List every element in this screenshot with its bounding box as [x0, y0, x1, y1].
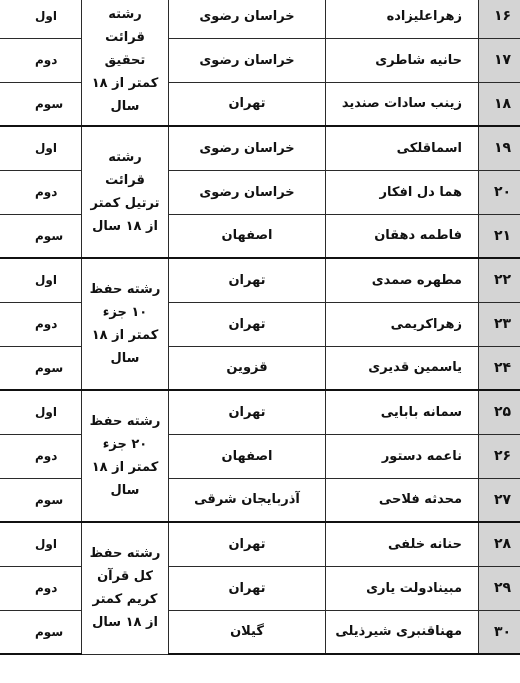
table-row[interactable] [0, 0, 520, 38]
table-row[interactable] [0, 170, 520, 214]
province-cell[interactable]: اصفهان [169, 214, 326, 258]
name-cell[interactable]: سمانه بابایی [326, 390, 479, 434]
table-row[interactable] [0, 478, 520, 522]
name-cell[interactable]: ناعمه دستور [326, 434, 479, 478]
rank-cell[interactable]: دوم [0, 170, 82, 214]
rank-cell[interactable]: دوم [0, 38, 82, 82]
name-cell[interactable]: مطهره صمدی [326, 258, 479, 302]
province-cell[interactable]: تهران [169, 302, 326, 346]
row-number-cell[interactable]: ۱۷ [479, 38, 520, 82]
name-cell[interactable]: اسماقلکی [326, 126, 479, 170]
name-cell[interactable]: هما دل افکار [326, 170, 479, 214]
table-row[interactable] [0, 346, 520, 390]
row-number-cell[interactable]: ۲۸ [479, 522, 520, 566]
province-cell[interactable]: گیلان [169, 610, 326, 654]
table-row[interactable] [0, 82, 520, 126]
table-row[interactable] [0, 302, 520, 346]
row-number-cell[interactable]: ۲۷ [479, 478, 520, 522]
rank-cell[interactable]: سوم [0, 478, 82, 522]
row-number-cell[interactable]: ۲۰ [479, 170, 520, 214]
table-row[interactable] [0, 214, 520, 258]
row-number-cell[interactable]: ۲۹ [479, 566, 520, 610]
table-row[interactable] [0, 566, 520, 610]
province-cell[interactable]: خراسان رضوی [169, 38, 326, 82]
province-cell[interactable]: خراسان رضوی [169, 170, 326, 214]
province-cell[interactable]: تهران [169, 258, 326, 302]
name-cell[interactable]: زینب سادات صندید [326, 82, 479, 126]
province-cell[interactable]: آذربایجان شرقی [169, 478, 326, 522]
name-cell[interactable]: حانیه شاطری [326, 38, 479, 82]
row-number-cell[interactable]: ۲۳ [479, 302, 520, 346]
rank-cell[interactable]: اول [0, 126, 82, 170]
rank-cell[interactable]: سوم [0, 82, 82, 126]
category-cell[interactable]: رشته حفظ ۲۰ جزء کمتر از ۱۸ سال [82, 390, 169, 522]
province-cell[interactable]: خراسان رضوی [169, 126, 326, 170]
row-number-cell[interactable]: ۲۴ [479, 346, 520, 390]
rank-cell[interactable]: دوم [0, 566, 82, 610]
name-cell[interactable]: مبینادولت یاری [326, 566, 479, 610]
table-row[interactable] [0, 434, 520, 478]
table-row[interactable] [0, 610, 520, 654]
province-cell[interactable]: قزوین [169, 346, 326, 390]
row-number-cell[interactable]: ۲۵ [479, 390, 520, 434]
row-number-cell[interactable]: ۱۸ [479, 82, 520, 126]
name-cell[interactable]: حنانه خلفی [326, 522, 479, 566]
table-row[interactable] [0, 126, 520, 170]
row-number-cell[interactable]: ۲۲ [479, 258, 520, 302]
name-cell[interactable]: زهراعلیزاده [326, 0, 479, 38]
rank-cell[interactable]: دوم [0, 434, 82, 478]
rank-cell[interactable]: اول [0, 258, 82, 302]
province-cell[interactable]: تهران [169, 566, 326, 610]
province-cell[interactable]: خراسان رضوی [169, 0, 326, 38]
table-row[interactable] [0, 390, 520, 434]
row-number-cell[interactable]: ۳۰ [479, 610, 520, 654]
rank-cell[interactable]: اول [0, 390, 82, 434]
rank-cell[interactable]: سوم [0, 214, 82, 258]
name-cell[interactable]: فاطمه دهقان [326, 214, 479, 258]
category-cell[interactable]: رشته حفظ کل قرآن کریم کمتر از ۱۸ سال [82, 522, 169, 654]
table-row[interactable] [0, 258, 520, 302]
category-cell[interactable]: رشته حفظ ۱۰ جزء کمتر از ۱۸ سال [82, 258, 169, 390]
table-row[interactable] [0, 522, 520, 566]
category-cell[interactable]: رشته قرائت ترتیل کمتر از ۱۸ سال [82, 126, 169, 258]
rank-cell[interactable]: دوم [0, 302, 82, 346]
name-cell[interactable]: یاسمین قدیری [326, 346, 479, 390]
row-number-cell[interactable]: ۱۹ [479, 126, 520, 170]
province-cell[interactable]: تهران [169, 390, 326, 434]
name-cell[interactable]: محدثه فلاحی [326, 478, 479, 522]
name-cell[interactable]: زهراکریمی [326, 302, 479, 346]
rank-cell[interactable]: اول [0, 522, 82, 566]
row-number-cell[interactable]: ۱۶ [479, 0, 520, 38]
rank-cell[interactable]: سوم [0, 610, 82, 654]
rank-cell[interactable]: اول [0, 0, 82, 38]
category-cell[interactable]: رشته قرائت تحقیق کمتر از ۱۸ سال [82, 0, 169, 126]
province-cell[interactable]: تهران [169, 522, 326, 566]
row-number-cell[interactable]: ۲۶ [479, 434, 520, 478]
province-cell[interactable]: تهران [169, 82, 326, 126]
table-row[interactable] [0, 38, 520, 82]
row-number-cell[interactable]: ۲۱ [479, 214, 520, 258]
name-cell[interactable]: مهناقنبری شیرذیلی [326, 610, 479, 654]
province-cell[interactable]: اصفهان [169, 434, 326, 478]
rank-cell[interactable]: سوم [0, 346, 82, 390]
